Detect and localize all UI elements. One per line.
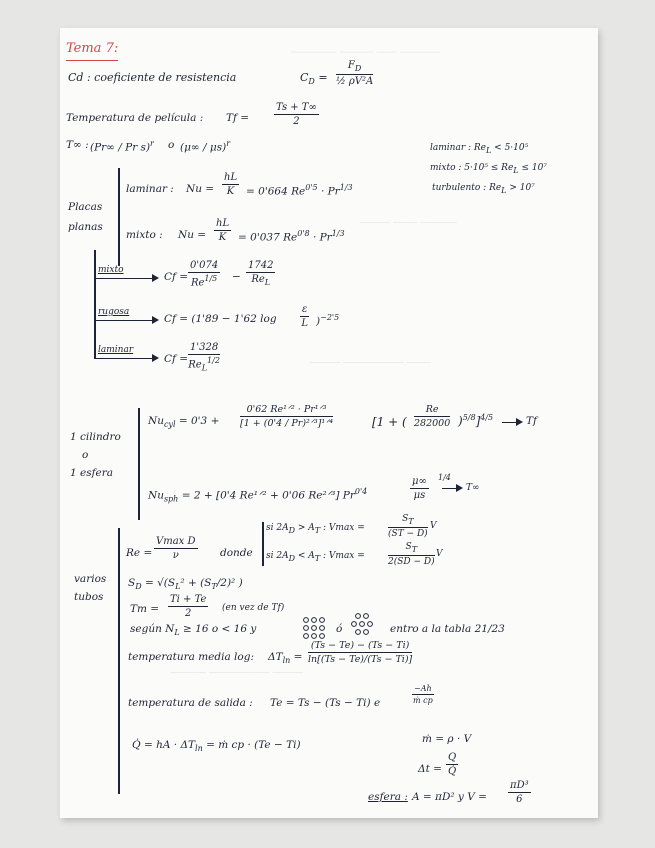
vmax-bracket	[262, 522, 264, 566]
plate-mixto-rhs: = 0'037 $Re^{0'8} \cdot Pr^{1/3}$	[238, 229, 345, 244]
cf-arrow-rugosa	[152, 316, 159, 324]
cf-laminar-lhs: Cf =	[164, 353, 189, 365]
re-frac: Vmax D ν	[156, 536, 196, 561]
cyl-label-1: 1 cilindro	[70, 431, 121, 443]
vmax-case-1-tail: V	[430, 521, 437, 531]
tubes-label-1: varios	[74, 573, 107, 585]
tinf-label: T∞ :	[66, 139, 89, 151]
nu-cyl-re-frac: $\frac{Re}{282000}$	[414, 404, 451, 429]
nu-cyl-arrow	[516, 418, 523, 426]
regime-mixto: mixto : $5\cdot 10^5 \le Re_L \le 10^7$	[430, 163, 547, 175]
tube-bank-aligned-icon	[302, 616, 326, 640]
cf-rugosa-frac: $\frac{\varepsilon}{L}$	[301, 304, 308, 329]
vmax-case-1-frac: $\frac{S_T}{(ST - D)}$	[388, 514, 428, 539]
re-donde: donde	[220, 547, 253, 559]
cf-arrow-laminar	[152, 354, 159, 362]
cf-branch-rugosa	[94, 320, 154, 321]
re-lhs: Re =	[126, 547, 153, 559]
plate-mixto-label: mixto :	[126, 229, 163, 241]
esfera-frac: $\frac{\text{πD³}}{6}$	[510, 780, 529, 805]
cf-mixto-frac1: $\frac{0'074}{Re^{1/5}}$	[190, 260, 219, 289]
tln-lhs: $\Delta T_{ln}$ =	[268, 651, 303, 666]
plates-label-1: Placas	[68, 201, 103, 213]
tln-label: temperatura media log:	[128, 651, 254, 663]
q-expr: Q̇ = hA · $\Delta T_{ln}$ = ṁ cp · (Te − Ti)	[132, 739, 301, 754]
tm-lhs: Tm =	[130, 603, 160, 615]
tln-frac: $\frac{(Ts - Te) - (Ts - Ti)}{\ln[(Ts - Te)/(Ts - Ti)]}$	[308, 640, 413, 665]
tinf-sep: o	[168, 139, 175, 151]
nu-cyl-bracket-open: [1 + (	[372, 415, 407, 429]
sd-expr: $S_D = √(S_L^2 + (S_T/2)^2$ )	[128, 577, 243, 592]
cf-branch-mixto	[94, 278, 154, 279]
cf-rugosa-expr: Cf = (1'89 − 1'62 log	[164, 313, 277, 325]
te-label: temperatura de salida :	[128, 697, 253, 709]
cf-mixto-minus: −	[232, 271, 241, 283]
dt-lhs: Δt =	[418, 763, 442, 775]
nu-sph-mu-exp: 1/4	[438, 473, 451, 482]
nu-cyl-bracket-close: )$^{5/8}$]$^{4/5}$	[458, 413, 494, 428]
segun-tail: entro a la tabla 21/23	[390, 623, 505, 635]
tubes-label-2: tubos	[74, 591, 104, 603]
plate-laminar-rhs: = 0'664 $Re^{0'5} \cdot Pr^{1/3}$	[246, 183, 353, 198]
cd-fraction: $\frac{F_D}{\text{½ ρV²A}}$	[336, 60, 374, 87]
cyl-label-2: o	[82, 449, 89, 461]
esfera-label: esfera :	[368, 791, 408, 803]
nu-sph-arrow-label: T∞	[466, 483, 480, 493]
cf-laminar-label: laminar	[98, 345, 134, 355]
te-exp-frac: $\frac{-Ah}{\text{ṁ cp}}$	[412, 684, 433, 705]
nu-cyl-frac: 0'62 Re¹ᐟ² · Pr¹ᐟ³ [1 + (0'4 / Pr)²ᐟ³]¹ᐟ⁴	[240, 404, 334, 429]
cf-mixto-lhs: Cf =	[164, 271, 189, 283]
cf-mixto-label: mixto	[98, 265, 124, 275]
m-expr: ṁ = ρ · V	[422, 733, 472, 745]
vmax-case-2-tail: V	[436, 549, 443, 559]
tube-bank-staggered-icon	[350, 612, 378, 636]
cf-mixto-frac2: 1742 $Re_L$	[248, 260, 274, 287]
cf-rugosa-label: rugosa	[98, 307, 130, 317]
plates-bracket	[118, 168, 120, 266]
tf-label: Temperatura de película :	[66, 112, 204, 124]
cf-tree-trunk	[94, 250, 96, 358]
vmax-case-1: si $2A_D > A_T$ : Vmax =	[266, 523, 365, 535]
nu-sph-mu-frac: $\frac{\mu\infty}{\mu s}$	[412, 476, 427, 501]
tinf-expr2: (μ∞ / μs)$^r$	[180, 139, 231, 154]
regime-turbulento: turbulento : $Re_L > 10^7$	[432, 183, 535, 195]
bleed-through-text: ───── ────────── ────	[310, 358, 431, 369]
tinf-expr1: (Pr∞ / Pr s)$^r$	[90, 139, 154, 154]
title-underline	[66, 60, 118, 61]
segun-text: según $N_L \ge 16$ o < 16 y	[130, 623, 257, 638]
bleed-through-text: ────── ────────── ─────	[170, 668, 303, 679]
tf-fraction: $\frac{Ts + T\infty}{2}$	[276, 102, 317, 127]
bleed-through-text: ───── ──── ──────	[360, 218, 457, 229]
vmax-case-2-frac: $\frac{S_T}{2(SD - D)}$	[388, 542, 435, 567]
nu-cyl-lhs: $Nu_{cyl} = 0'3$ +	[148, 415, 220, 430]
plate-mixto-frac: $\frac{hL}{K}$	[216, 218, 230, 243]
nu-cyl-arrow-label: Tf	[526, 415, 537, 427]
tm-note: (en vez de Tf)	[222, 603, 285, 613]
cf-branch-laminar	[94, 358, 154, 359]
plate-laminar-nu: Nu =	[186, 183, 215, 195]
segun-or: ó	[336, 623, 343, 635]
cf-laminar-frac: 1'328 $Re_L^{1/2}$	[188, 342, 220, 373]
cyl-bracket	[138, 408, 140, 520]
vmax-case-2: si $2A_D < A_T$ : Vmax =	[266, 551, 365, 563]
nu-sph-arrow	[456, 484, 463, 492]
bleed-through-text: ─────── ───── ─── ──────	[290, 46, 440, 59]
cf-arrow-mixto	[152, 274, 159, 282]
te-expr: Te = Ts − (Ts − Ti) e	[270, 697, 381, 709]
esfera-expr: A = πD² y V =	[412, 791, 487, 803]
plate-laminar-frac: $\frac{hL}{K}$	[224, 172, 238, 197]
tm-frac: $\frac{Ti + Te}{2}$	[170, 594, 207, 619]
tf-lhs: Tf =	[226, 112, 250, 124]
plates-label-2: planas	[68, 221, 103, 233]
page-title: Tema 7:	[66, 41, 119, 56]
cf-rugosa-close: )$^{-2'5}$	[316, 313, 340, 328]
cyl-label-3: 1 esfera	[70, 467, 113, 479]
nu-sph-expr: $Nu_{sph} = 2 + [0'4$ Re¹ᐟ² + 0'06 Re²ᐟ³] $Pr^{0'4}$	[148, 487, 368, 504]
plate-mixto-nu: Nu =	[178, 229, 207, 241]
tubes-bracket	[118, 528, 120, 794]
plate-laminar-label: laminar :	[126, 183, 174, 195]
dt-frac: $\frac{Q}{Q̇}$	[448, 752, 457, 777]
notes-page	[60, 28, 598, 818]
cd-lhs: $C_D$ =	[300, 71, 328, 87]
regime-laminar: laminar : $Re_L < 5\cdot 10^5$	[430, 143, 529, 155]
cd-label: Cd : coeficiente de resistencia	[68, 71, 237, 84]
